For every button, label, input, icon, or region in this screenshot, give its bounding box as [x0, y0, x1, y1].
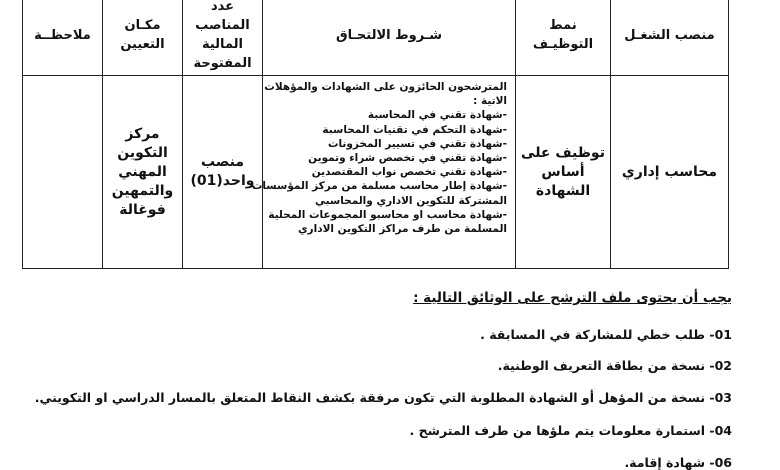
- condition-line: -شهادة محاسب او محاسبو المجموعات المحلية: [268, 208, 507, 221]
- document-item-01: 01- طلب خطي للمشاركة في المسابقة .: [480, 327, 732, 342]
- condition-line: المشتركة للتكوين الاداري والمحاسبي: [314, 194, 507, 207]
- condition-line: -شهادة تقني في المحاسبة: [367, 109, 507, 122]
- document-item-03: 03- نسخة من المؤهل أو الشهادة المطلوبة التي تكون مرفقة بكشف النقاط المتعلق بالمسار الدراسي او التكويني.: [34, 390, 732, 405]
- cell-conditions: [251, 76, 516, 269]
- document-item-06: 06- شهادة إقامة.: [624, 455, 732, 470]
- condition-line: -شهادة تقني في تخصص شراء وتموين: [308, 152, 507, 165]
- cell-recruitment-mode: توظيف على أساس الشهادة: [516, 76, 611, 269]
- job-positions-table: [22, 0, 729, 269]
- cell-position: محاسب إداري: [611, 76, 729, 269]
- header-position: منصب الشغـل: [611, 0, 729, 76]
- condition-line: المترشحون الحائزون على الشهادات والمؤهلات: [264, 81, 507, 93]
- header-conditions: شـروط الالتحـاق: [263, 0, 516, 76]
- table-row: [23, 76, 729, 269]
- condition-line: -شهادة التحكم في تقنيات المحاسبة: [322, 123, 507, 136]
- table-header-row: [23, 0, 729, 76]
- header-open-posts: عدد المناصب المالية المفتوحة: [183, 0, 263, 76]
- header-recruitment-mode: نمط التوظيـف: [516, 0, 611, 76]
- condition-line: -شهادة إطار محاسب مسلمة من مركز المؤسسات: [251, 180, 507, 193]
- header-location: مكـان التعيين: [103, 0, 183, 76]
- cell-open-posts: منصب واحد(01): [183, 76, 263, 269]
- header-notes: ملاحظــة: [23, 0, 103, 76]
- document-item-02: 02- نسخة من بطاقة التعريف الوطنية.: [497, 358, 732, 373]
- condition-line: المسلمة من طرف مراكز التكوين الاداري: [297, 223, 507, 236]
- condition-line: الاتية :: [473, 95, 507, 108]
- condition-line: -شهادة تقني تخصص نواب المقتصدين: [311, 166, 507, 179]
- condition-line: -شهادة تقني في تسيير المخزونات: [327, 137, 507, 150]
- cell-notes: [23, 76, 103, 269]
- required-documents-title: يجب أن يحتوى ملف الترشح على الوثائق التالية :: [413, 290, 732, 306]
- document-item-04: 04- استمارة معلومات يتم ملؤها من طرف المترشح .: [409, 423, 732, 438]
- conditions-list: [251, 80, 507, 236]
- cell-location: مركز التكوين المهني والتمهين فوغالة: [103, 76, 183, 269]
